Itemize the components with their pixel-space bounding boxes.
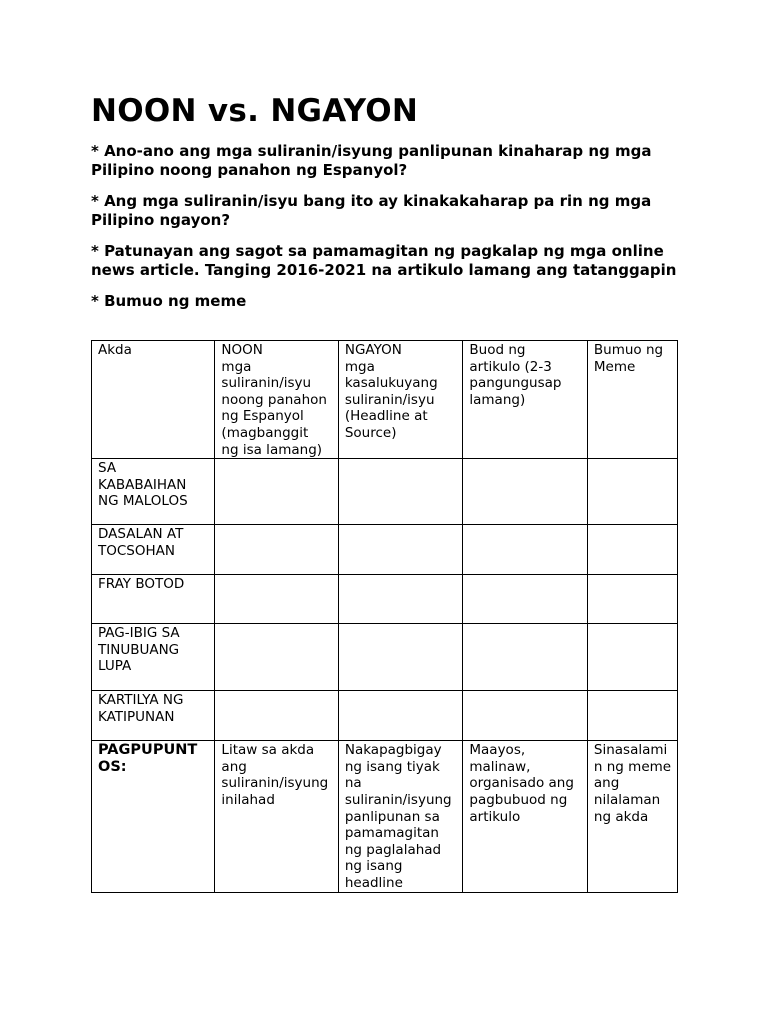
header-noon: NOON mga suliranin/isyu noong panahon ng Espanyol (magbanggit ng isa lamang) (215, 341, 338, 459)
criteria-cell: Nakapagbigay ng isang tiyak na suliranin/isyung panlipunan sa pamamagitan ng paglalahad ng isang headline (338, 741, 463, 892)
table-row (92, 624, 678, 691)
empty-cell[interactable] (215, 525, 338, 575)
empty-cell[interactable] (463, 525, 588, 575)
empty-cell[interactable] (338, 624, 463, 691)
table-row (92, 691, 678, 741)
empty-cell[interactable] (463, 459, 588, 525)
page-title: NOON vs. NGAYON (91, 93, 419, 129)
criteria-cell: Litaw sa akda ang suliranin/isyung inilahad (215, 741, 338, 892)
empty-cell[interactable] (587, 459, 677, 525)
header-meme: Bumuo ng Meme (587, 341, 677, 459)
empty-cell[interactable] (215, 575, 338, 624)
question-4: * Bumuo ng meme (91, 292, 247, 310)
criteria-cell: Sinasalami n ng meme ang nilalaman ng akda (587, 741, 677, 892)
empty-cell[interactable] (215, 459, 338, 525)
empty-cell[interactable] (338, 525, 463, 575)
empty-cell[interactable] (587, 624, 677, 691)
header-buod: Buod ng artikulo (2-3 pangungusap lamang) (463, 341, 588, 459)
empty-cell[interactable] (463, 691, 588, 741)
empty-cell[interactable] (587, 525, 677, 575)
empty-cell[interactable] (215, 691, 338, 741)
table-row (92, 459, 678, 525)
header-ngayon: NGAYON mga kasalukuyang suliranin/isyu (Headline at Source) (338, 341, 463, 459)
table-row (92, 525, 678, 575)
document-page (91, 92, 681, 311)
header-akda: Akda (92, 341, 215, 459)
empty-cell[interactable] (338, 691, 463, 741)
empty-cell[interactable] (463, 624, 588, 691)
row-label: SA KABABAIHAN NG MALOLOS (92, 459, 215, 525)
criteria-label: PAGPUPUNT OS: (92, 741, 215, 892)
table-header-row (92, 341, 678, 459)
question-2: * Ang mga suliranin/isyu bang ito ay kinakakaharap pa rin ng mga Pilipino ngayon? (91, 192, 652, 229)
empty-cell[interactable] (463, 575, 588, 624)
question-3: * Patunayan ang sagot sa pamamagitan ng pagkalap ng mga online news article. Tanging 2016-2021 na artikulo lamang ang tatanggapin (91, 242, 677, 279)
row-label: PAG-IBIG SA TINUBUANG LUPA (92, 624, 215, 691)
empty-cell[interactable] (587, 691, 677, 741)
table-row (92, 575, 678, 624)
row-label: KARTILYA NG KATIPUNAN (92, 691, 215, 741)
activity-table (91, 340, 678, 893)
row-label: DASALAN AT TOCSOHAN (92, 525, 215, 575)
empty-cell[interactable] (338, 459, 463, 525)
empty-cell[interactable] (587, 575, 677, 624)
criteria-cell: Maayos, malinaw, organisado ang pagbubuod ng artikulo (463, 741, 588, 892)
question-1: * Ano-ano ang mga suliranin/isyung panlipunan kinaharap ng mga Pilipino noong panahon ng Espanyol? (91, 142, 652, 179)
criteria-row (92, 741, 678, 892)
row-label: FRAY BOTOD (92, 575, 215, 624)
empty-cell[interactable] (215, 624, 338, 691)
empty-cell[interactable] (338, 575, 463, 624)
